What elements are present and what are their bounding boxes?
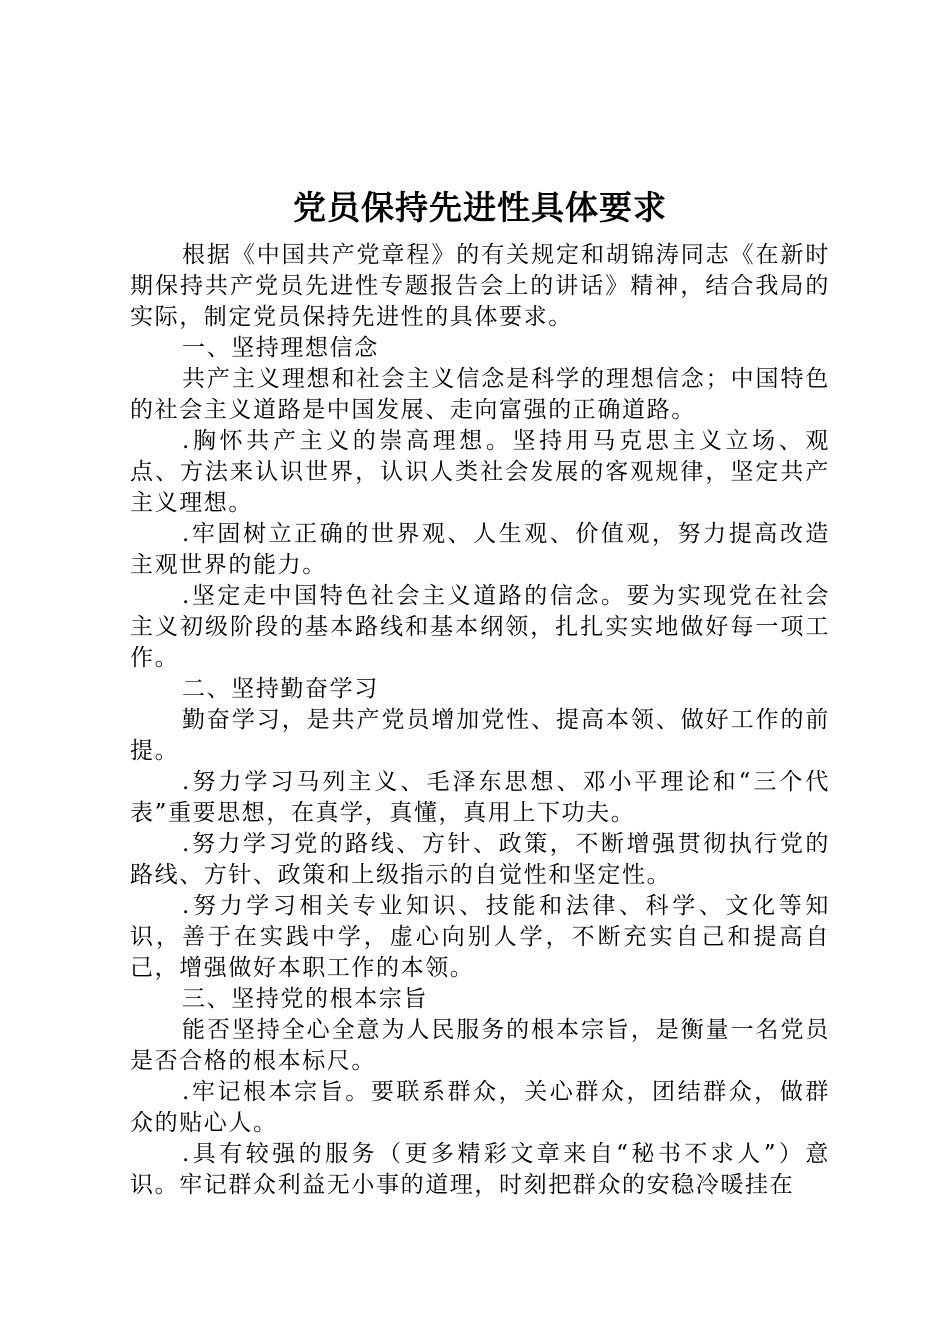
paragraph: 能否坚持全心全意为人民服务的根本宗旨，是衡量一名党员是否合格的根本标尺。 bbox=[130, 1017, 830, 1074]
paragraph: 共产主义理想和社会主义信念是科学的理想信念；中国特色的社会主义道路是中国发展、走向富强的正确道路。 bbox=[130, 366, 830, 423]
list-item: .努力学习相关专业知识、技能和法律、科学、文化等知识，善于在实践中学，虚心向别人学，不断充实自己和提高自己，增强做好本职工作的本领。 bbox=[130, 893, 830, 981]
list-item: .努力学习马列主义、毛泽东思想、邓小平理论和“三个代表”重要思想，在真学，真懂，真用上下功夫。 bbox=[130, 769, 830, 826]
list-item: .牢记根本宗旨。要联系群众，关心群众，团结群众，做群众的贴心人。 bbox=[130, 1079, 830, 1136]
document-title: 党员保持先进性具体要求 bbox=[293, 188, 667, 227]
paragraph-intro: 根据《中国共产党章程》的有关规定和胡锦涛同志《在新时期保持共产党员先进性专题报告会上的讲话》精神，结合我局的实际，制定党员保持先进性的具体要求。 bbox=[130, 242, 830, 330]
list-item: .牢固树立正确的世界观、人生观、价值观，努力提高改造主观世界的能力。 bbox=[130, 521, 830, 578]
list-item: .具有较强的服务（更多精彩文章来自“秘书不求人”）意识。牢记群众利益无小事的道理，时刻把群众的安稳冷暖挂在 bbox=[130, 1141, 830, 1198]
section-heading-3: 三、坚持党的根本宗旨 bbox=[182, 986, 428, 1012]
list-item: .努力学习党的路线、方针、政策，不断增强贯彻执行党的路线、方针、政策和上级指示的自觉性和坚定性。 bbox=[130, 831, 830, 888]
section-heading-2: 二、坚持勤奋学习 bbox=[182, 676, 379, 702]
paragraph: 勤奋学习，是共产党员增加党性、提高本领、做好工作的前提。 bbox=[130, 707, 830, 764]
list-item: .坚定走中国特色社会主义道路的信念。要为实现党在社会主义初级阶段的基本路线和基本纲领，扎扎实实地做好每一项工作。 bbox=[130, 583, 830, 671]
section-heading-1: 一、坚持理想信念 bbox=[182, 335, 379, 361]
document-page bbox=[130, 180, 830, 1201]
list-item: .胸怀共产主义的崇高理想。坚持用马克思主义立场、观点、方法来认识世界，认识人类社会发展的客观规律，坚定共产主义理想。 bbox=[130, 428, 830, 516]
